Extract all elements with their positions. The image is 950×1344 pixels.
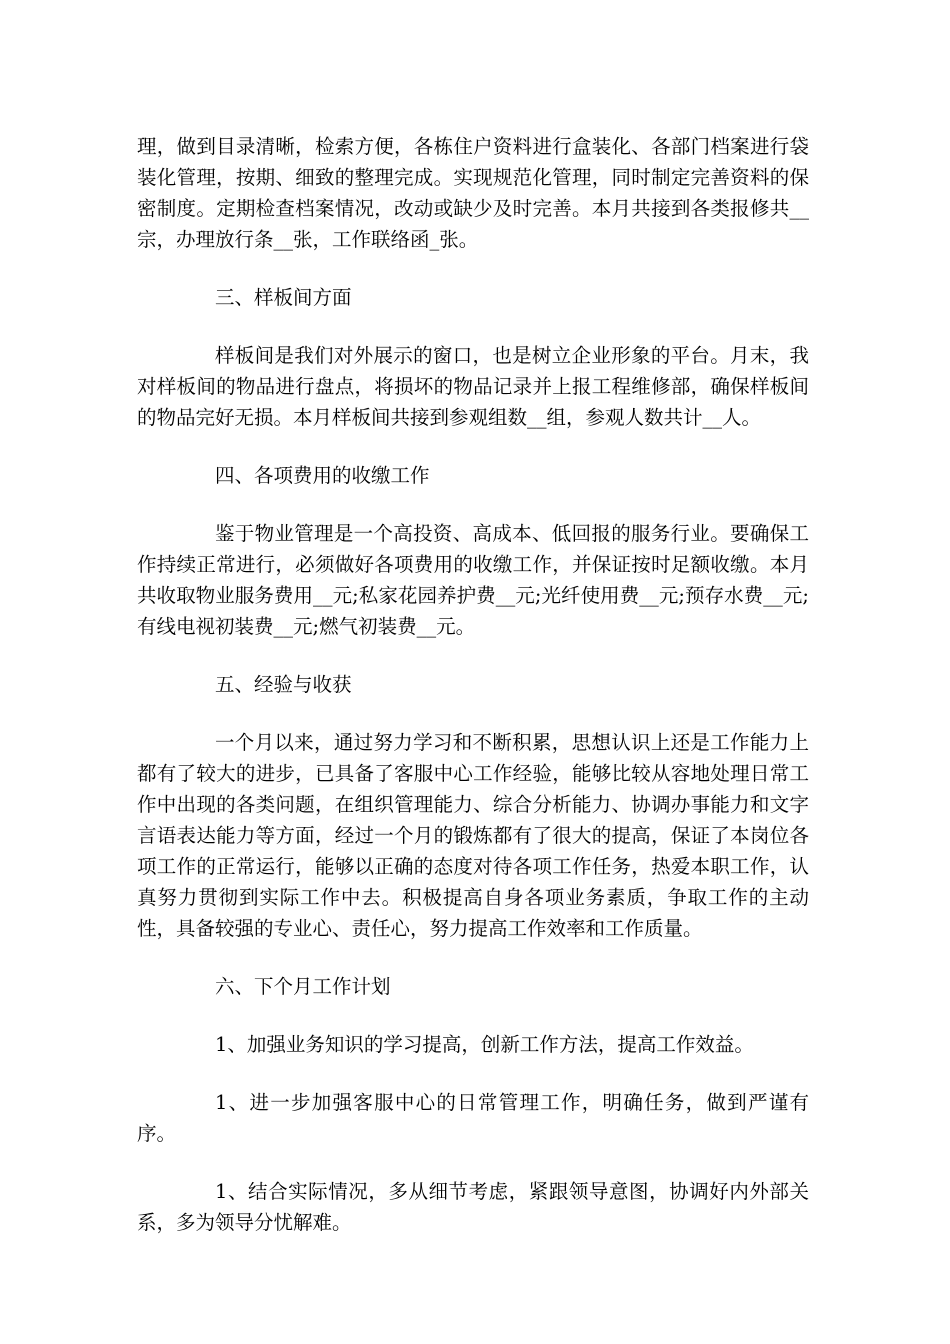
section-heading-experience: 五、经验与收获 [215, 673, 352, 696]
section-heading-fee-collection: 四、各项费用的收缴工作 [215, 464, 430, 487]
plan-item-2: 1、进一步加强客服中心的日常管理工作，明确任务，做到严谨有序。 [137, 1091, 809, 1145]
body-paragraph-archives: 理，做到目录清晰，检索方便，各栋住户资料进行盒装化、各部门档案进行袋装化管理，按期、细致的整理完成。实现规范化管理，同时制定完善资料的保密制度。定期检查档案情况，改动或缺少及时完善。本月共接到各类报修共__宗，办理放行条__张，工作联络函_张。 [137, 135, 809, 251]
document-page [137, 131, 809, 1265]
plan-item-3: 1、结合实际情况，多从细节考虑，紧跟领导意图，协调好内外部关系，多为领导分忧解难。 [137, 1180, 809, 1234]
body-paragraph-experience: 一个月以来，通过努力学习和不断积累，思想认识上还是工作能力上都有了较大的进步，已具备了客服中心工作经验，能够比较从容地处理日常工作中出现的各类问题，在组织管理能力、综合分析能力、协调办事能力和文字言语表达能力等方面，经过一个月的锻炼都有了很大的提高，保证了本岗位各项工作的正常运行，能够以正确的态度对待各项工作任务，热爱本职工作，认真努力贯彻到实际工作中去。积极提高自身各项业务素质，争取工作的主动性，具备较强的专业心、责任心，努力提高工作效率和工作质量。 [137, 731, 809, 940]
plan-item-1: 1、加强业务知识的学习提高，创新工作方法，提高工作效益。 [215, 1033, 754, 1056]
section-heading-next-month-plan: 六、下个月工作计划 [215, 975, 391, 998]
body-paragraph-model-room: 样板间是我们对外展示的窗口，也是树立企业形象的平台。月末，我对样板间的物品进行盘点，将损坏的物品记录并上报工程维修部，确保样板间的物品完好无损。本月样板间共接到参观组数__组，参观人数共计__人。 [137, 344, 809, 429]
body-paragraph-fee-collection: 鉴于物业管理是一个高投资、高成本、低回报的服务行业。要确保工作持续正常进行，必须做好各项费用的收缴工作，并保证按时足额收缴。本月共收取物业服务费用__元;私家花园养护费__元;光纤使用费__元;预存水费__元;有线电视初装费__元;燃气初装费__元。 [137, 522, 809, 638]
section-heading-model-room: 三、样板间方面 [215, 286, 352, 309]
